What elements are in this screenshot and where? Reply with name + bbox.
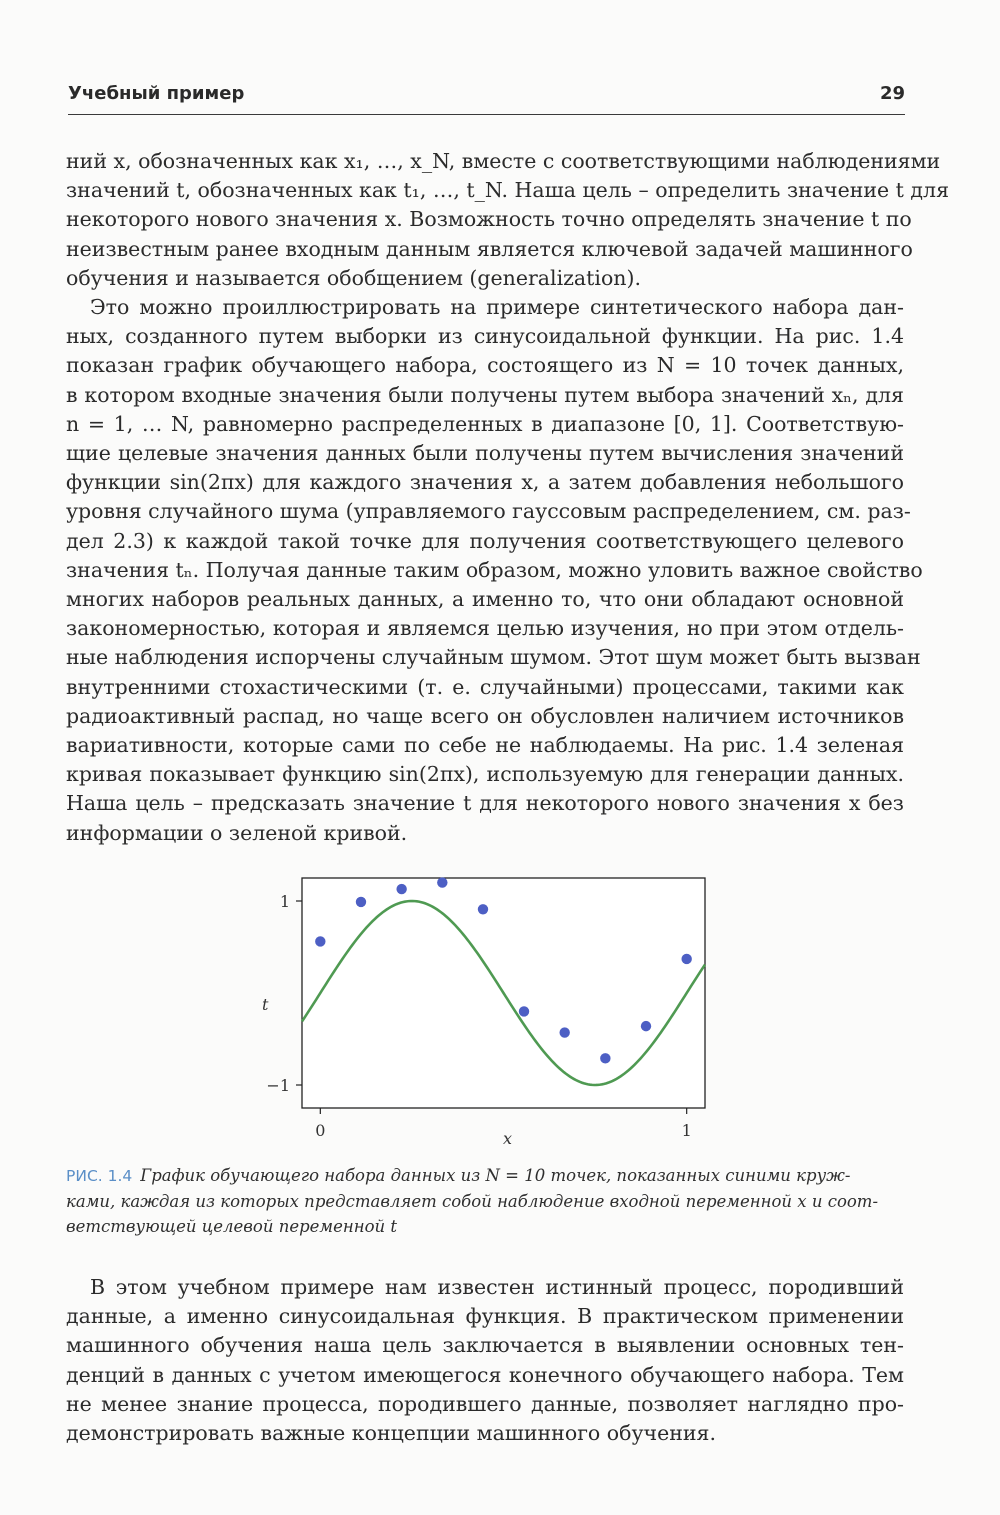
text-line: уровня случайного шума (управляемого гауссовым распределением, см. раз- [66, 499, 911, 524]
text-line: вариативности, которые сами по себе не наблюдаемы. На рис. 1.4 зеленая [66, 733, 904, 758]
caption-text: График обучающего набора данных из N = 10 точек, показанных синими круж- [140, 1166, 851, 1185]
figure-1-4 [240, 870, 720, 1150]
data-point [559, 1027, 569, 1037]
text-line: многих наборов реальных данных, а именно то, что они обладают основной [66, 587, 904, 612]
text-line: ний x, обозначенных как x₁, …, x_N, вместе с соответствующими наблюдениями [66, 149, 941, 173]
text-line: функции sin(2πx) для каждого значения x, а затем добавления небольшого [66, 470, 904, 495]
text-line: ных, созданного путем выборки из синусоидальной функции. На рис. 1.4 [66, 324, 904, 349]
text-line: дел 2.3) к каждой такой точке для получения соответствующего целевого [66, 528, 904, 553]
x-axis-label: x [503, 1129, 513, 1148]
x-tick-label: 1 [681, 1121, 692, 1140]
page-number: 29 [879, 83, 905, 104]
text-line: Наша цель – предсказать значение t для некоторого нового значения x без [66, 791, 904, 816]
text-line: n = 1, … N, равномерно распределенных в диапазоне [0, 1]. Соответствую- [66, 411, 904, 436]
text-line: значений t, обозначенных как t₁, …, t_N. Наша цель – определить значение t для [66, 178, 950, 203]
caption-text: ветствующей целевой переменной t [66, 1217, 398, 1236]
paragraph-1 [66, 147, 950, 293]
text-line: внутренними стохастическими (т. е. случайными) процессами, такими как [66, 674, 904, 699]
y-tick-label: −1 [266, 1076, 290, 1095]
figure-caption [66, 1163, 904, 1239]
text-line: некоторого нового значения x. Возможность точно определять значение t по [66, 207, 912, 232]
data-point [641, 1021, 651, 1031]
paragraph-2 [66, 293, 923, 848]
data-point [315, 936, 325, 946]
running-title: Учебный пример [68, 83, 245, 104]
x-tick-label: 0 [315, 1121, 326, 1140]
text-line: демонстрировать важные концепции машинного обучения. [66, 1421, 716, 1446]
data-point [681, 954, 691, 964]
data-point [600, 1053, 610, 1063]
caption-text: ками, каждая из которых представляет собой наблюдение входной переменной x и соот- [66, 1192, 879, 1211]
data-point [437, 877, 447, 887]
text-line: Это можно проиллюстрировать на примере синтетического набора дан- [90, 295, 904, 319]
text-line: В этом учебном примере нам известен истинный процесс, породивший [90, 1275, 904, 1299]
sine-chart [240, 870, 720, 1150]
text-line: кривая показывает функцию sin(2πx), используемую для генерации данных. [66, 762, 904, 787]
y-tick-label: 1 [279, 892, 290, 911]
y-axis-label: t [262, 995, 269, 1014]
caption-label: РИС. 1.4 [66, 1167, 133, 1185]
text-line: значения tₙ. Получая данные таким образом, можно уловить важное свойство [66, 557, 923, 582]
text-line: в котором входные значения были получены путем выбора значений xₙ, для [66, 382, 904, 407]
text-line: радиоактивный распад, но чаще всего он обусловлен наличием источников [66, 703, 904, 728]
text-line: закономерностью, которая и являемся целью изучения, но при этом отдель- [66, 616, 904, 641]
paragraph-3 [66, 1273, 904, 1448]
running-header [68, 80, 905, 115]
text-line: денций в данных с учетом имеющегося конечного обучающего набора. Тем [66, 1362, 904, 1387]
text-line: ные наблюдения испорчены случайным шумом. Этот шум может быть вызван [66, 645, 921, 670]
text-line: неизвестным ранее входным данным является ключевой задачей машинного [66, 236, 913, 261]
text-line: показан график обучающего набора, состоящего из N = 10 точек данных, [66, 353, 904, 378]
data-point [356, 897, 366, 907]
data-point [519, 1006, 529, 1016]
text-line: щие целевые значения данных были получены путем вычисления значений [66, 441, 904, 466]
text-line: не менее знание процесса, породившего данные, позволяет наглядно про- [66, 1391, 904, 1416]
data-point [396, 884, 406, 894]
text-line: машинного обучения наша цель заключается в выявлении основных тен- [66, 1333, 904, 1358]
text-line: данные, а именно синусоидальная функция. В практическом применении [66, 1304, 904, 1329]
text-line: информации о зеленой кривой. [66, 820, 408, 845]
data-point [478, 904, 488, 914]
text-line: обучения и называется обобщением (generalization). [66, 265, 642, 290]
